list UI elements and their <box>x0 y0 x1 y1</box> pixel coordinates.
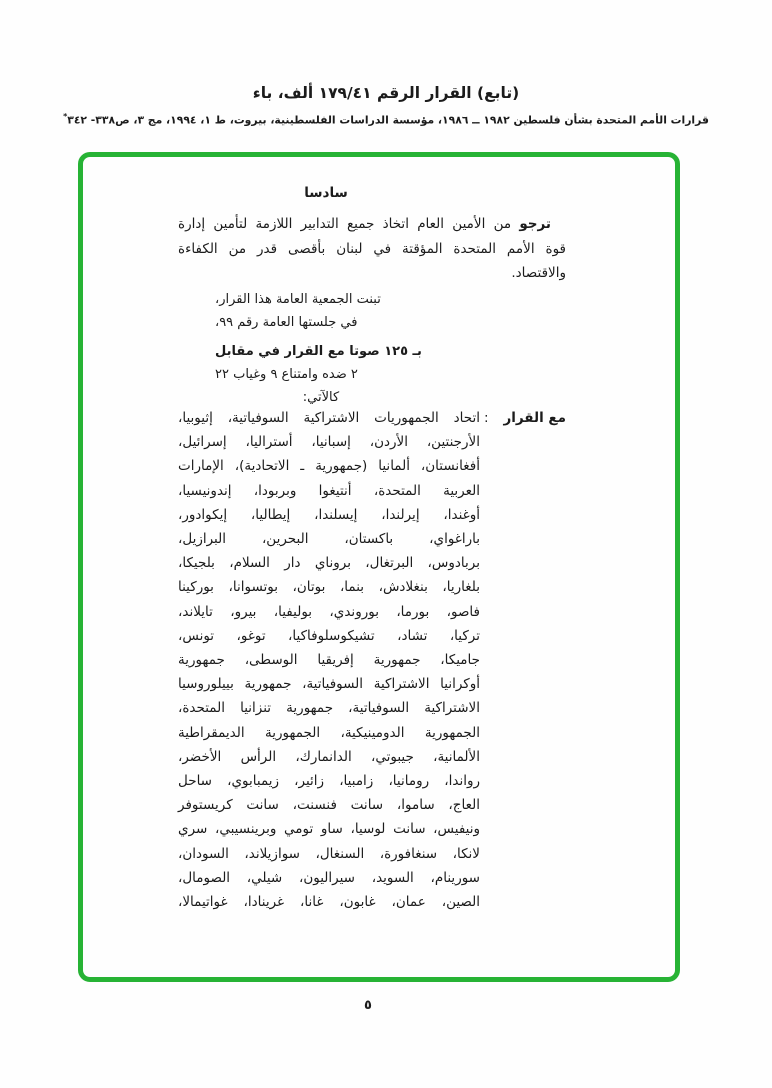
vote-country-line: الاشتراكية السوفياتية، جمهورية تنزانيا المتحدة، <box>178 700 480 717</box>
operative-line: والاقتصاد. <box>511 265 566 281</box>
vote-country-line: جاميكا، جمهورية إفريقيا الوسطى، جمهورية <box>178 652 480 669</box>
source-citation <box>0 112 772 127</box>
section-heading: سادسا <box>304 185 348 201</box>
adoption-statement <box>215 288 427 409</box>
vote-country-line: الجمهورية الدومينيكية، الجمهورية الديمقراطية <box>178 724 480 741</box>
vote-for-country-list <box>178 406 480 914</box>
vote-country-line: فاصو، بورما، بوروندي، بوليفيا، بيرو، تايلاند، <box>178 603 480 620</box>
adoption-line: ٢ ضده وامتناع ٩ وغياب ٢٢ <box>215 367 358 382</box>
vote-country-line: لانكا، سنغافورة، السنغال، سوازيلاند، السودان، <box>178 845 480 862</box>
operative-line <box>178 212 566 237</box>
adoption-vote-count-line: بـ ١٢٥ صوتا مع القرار في مقابل <box>215 344 422 359</box>
vote-country-line: بربادوس، البرتغال، بروناي دار السلام، بلجيكا، <box>178 555 480 572</box>
footnote-asterisk: * <box>63 112 68 121</box>
operative-paragraph <box>178 212 566 286</box>
vote-country-line: الأرجنتين، الأردن، إسبانيا، أستراليا، إسرائيل، <box>178 434 480 451</box>
vote-country-line: الألمانية، جيبوتي، الدانمارك، الرأس الأخضر، <box>178 748 480 765</box>
vote-country-line: ونيفيس، سانت لوسيا، ساو تومي وبرينسيبي، سري <box>178 821 480 838</box>
operative-lead-word: ترجو <box>519 216 551 232</box>
vote-for-label-row <box>484 406 566 430</box>
vote-country-line: تركيا، تشاد، تشيكوسلوفاكيا، توغو، تونس، <box>178 627 480 644</box>
vote-country-line: أوكرانيا الاشتراكية السوفياتية، جمهورية بييلوروسيا <box>178 676 480 693</box>
vote-country-line: الصين، عمان، غابون، غانا، غرينادا، غواتيمالا، <box>178 894 480 911</box>
vote-country-line: اتحاد الجمهوريات الاشتراكية السوفياتية، إثيوبيا، <box>178 410 480 426</box>
vote-country-line: العاج، ساموا، سانت فنسنت، سانت كريستوفر <box>178 797 480 814</box>
vote-country-line: أوغندا، إيرلندا، إيسلندا، إيطاليا، إيكوادور، <box>178 506 480 523</box>
adoption-line: كالآتي: <box>302 390 340 405</box>
page-number: ٥ <box>364 998 372 1013</box>
vote-label-colon: : <box>484 410 489 426</box>
adoption-line: تبنت الجمعية العامة هذا القرار، <box>215 292 381 307</box>
adoption-line: في جلستها العامة رقم ٩٩، <box>215 315 358 330</box>
vote-country-line: العربية المتحدة، أنتيغوا وبربودا، إندونيسيا، <box>178 482 480 499</box>
operative-line-rest: من الأمين العام اتخاذ جميع التدابير اللازمة لتأمين إدارة <box>178 216 520 232</box>
resolution-title: (تابع) القرار الرقم ١٧٩/٤١ ألف، باء <box>252 84 520 102</box>
vote-country-line: رواندا، رومانيا، زامبيا، زائير، زيمبابوي، ساحل <box>178 773 480 790</box>
vote-country-line: باراغواي، باكستان، البحرين، البرازيل، <box>178 531 480 548</box>
operative-line: قوة الأمم المتحدة المؤقتة في لبنان بأقصى قدر من الكفاءة <box>178 240 566 257</box>
vote-for-label: مع القرار <box>503 410 566 426</box>
vote-country-line: أفغانستان، ألمانيا (جمهورية ـ الاتحادية)، الإمارات <box>178 458 480 475</box>
vote-country-line: سورينام، السويد، سيراليون، شيلي، الصومال، <box>178 869 480 886</box>
vote-country-line: بلغاريا، بنغلادش، بنما، بوتان، بوتسوانا، بوركينا <box>178 579 480 596</box>
source-citation-text: قرارات الأمم المتحدة بشأن فلسطين ١٩٨٢ ــ ١٩٨٦، مؤسسة الدراسات الفلسطينية، بيروت، ط ١، ١٩٩٤، مج ٣، ص٣٣٨- ٣٤٢ <box>67 113 709 127</box>
